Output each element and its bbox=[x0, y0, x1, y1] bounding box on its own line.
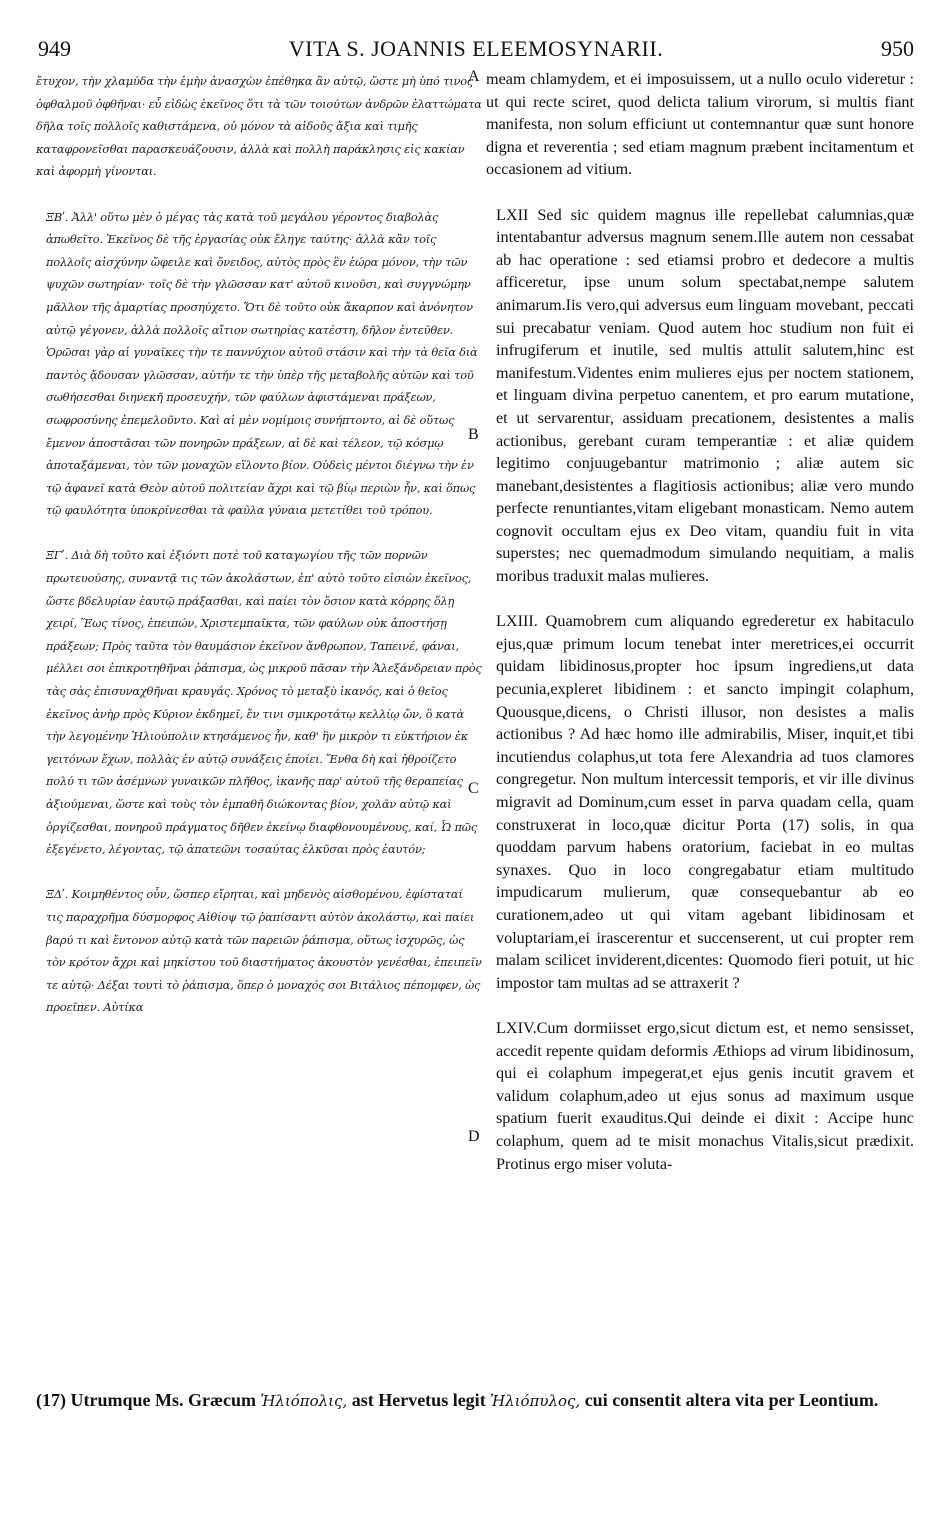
running-header bbox=[38, 36, 914, 62]
footnote-greek-2: Ἡλιόπυλος, bbox=[490, 1392, 581, 1410]
greek-paragraph: ΞΔʹ. Κοιμηθέντος οὖν, ὥσπερ εἴρηται, καὶ μηδενὸς αἰσθομένου, ἐφίσταταί τις παραχρῆμα δύσμορφος Αἰθίοψ τῷ ῥαπίσαντι αὐτὸν ἀκολάστῳ, καὶ παίει βαρύ τι καὶ ἔντονον αὐτῷ κατὰ τῶν παρειῶν ῥάπισμα, οὕτως ἰσχυρῶς, ὡς τὸν κρότον ἄχρι καὶ μηκίστου τοῦ διαστήματος ἀκουστὸν γενέσθαι, ἐπειπεῖν τε αὐτῷ· Δέξαι τουτὶ τὸ ῥάπισμα, ὅπερ ὁ μοναχός σοι Βιτάλιος πέπομφεν, ὡς προεῖπεν. Αὐτίκα bbox=[46, 887, 482, 1015]
footnote-middle: ast Hervetus legit bbox=[351, 1390, 486, 1410]
page-number-left: 949 bbox=[38, 36, 71, 61]
footnote bbox=[36, 1390, 916, 1412]
latin-paragraph: LXIII. Quamobrem cum aliquando egrederetur ex habitaculo ejus,quæ primum locum tenebat inter meretrices,ei occurrit quidam libidinosus,propter hoc ipsum ingrediens,ut data pecunia,expleret libidinem : et sancto impingit colaphum, Quousque,dicens, o Christi illusor, non desistes a malis actionibus ? Ad hæc homo ille admirabilis, Miser, inquit,et tibi incutiendus colaphus,ut tota fere Alexandria ad tuos clamores congregetur. Non multum intercessit temporis, et vir ille divinus migravit ad Dominum,cum esset in parva quadam cella, quam construxerat in loco,quæ dicitur Porta (17) solis, in qua quoddam parvum habens oratorium, faciebat in eo multas synaxes. Quo in loco congregabatur etiam multitudo impudicarum mulierum, quæ consequebantur ab eo curationem,adeo ut qui vitam agebant libidinosam et voluptariam,ei irascerentur et succenserent, ut cui propter rem malam scilicet inviderent,dicentes: Quomodo fieri potuit, ut hic impostor tam multas ad se attraxerit ? bbox=[496, 612, 914, 992]
footnote-suffix: cui consentit altera vita per Leontium. bbox=[584, 1390, 879, 1410]
running-title: VITA S. JOANNIS ELEEMOSYNARII. bbox=[288, 36, 664, 61]
footnote-greek-1: Ἡλιόπολις, bbox=[260, 1392, 348, 1410]
latin-column bbox=[486, 68, 914, 1175]
latin-paragraph: meam chlamydem, et ei imposuissem, ut a nullo oculo videretur : ut qui recte sciret, quod delicta talium virorum, si multis fiant manifesta, non solum efficiunt ut contemnantur quæ sunt honore digna et reverentia ; sed etiam magnum præbent incitamentum et occasionem ad vitium. bbox=[486, 70, 914, 179]
greek-column bbox=[36, 70, 482, 1019]
column-marker-c: C bbox=[468, 780, 479, 797]
latin-paragraph: LXII Sed sic quidem magnus ille repellebat calumnias,quæ intentabantur adversus magnum senem.Ille autem non cessabat ab hac operatione : sed etiamsi probro et dedecore a multis afficeretur, ipse unum solum spectabat,nempe salutem animarum.Iis vero,qui adversus eum linguam movebant, peccati sui precabatur veniam. Quod autem hoc studium non fuit ei infrugiferum et inutile, sed multis attulit salutem,hinc est manifestum.Videntes enim mulieres ejus per noctem stationem, et linguam divina perpetuo canentem, et pro earum mutatione, et ut servarentur, assiduam precationem, desistentes a malis actionibus, gerebant curam temperantiæ : et aliæ quidem legitimo conjuugebantur matrimonio ; aliæ autem sic manebant,desistentes a flagitiosis actionibus; aliæ vero mundo perfecte renuntiantes,vitam eligebant monasticam. Nemo autem cognovit occultam ejus ex Deo vitam, quandiu fuit in vita superstes; nec quemadmodum simulando nequitiam, a malis moribus traduxit malas mulieres. bbox=[496, 205, 914, 586]
page-number-right: 950 bbox=[881, 36, 914, 61]
column-marker-a: A bbox=[468, 68, 480, 85]
latin-paragraph: LXIV.Cum dormiisset ergo,sicut dictum est, et nemo sensisset, accedit repente quidam deformis Æthiops ad virum libidinosum, qui ei colaphum impegerat,et ejus genis incutit gravem et validum colaphum,adeo ut ejus sonus ad maximum usque spatium fuerit exauditus.Qui deinde ei dixit : Accipe hunc colaphum, quem ad te misit monachus Vitalis,sicut prædixit. Protinus ergo miser voluta- bbox=[496, 1018, 914, 1173]
greek-paragraph: ΞΓʹ. Διὰ δὴ τοῦτο καὶ ἐξιόντι ποτὲ τοῦ καταγωγίου τῆς τῶν πορνῶν πρωτευούσης, συναντᾷ τις τῶν ἀκολάστων, ἐπ' αὐτὸ τοῦτο εἰσιὼν ἐκεῖνος, ὥστε βδελυρίαν ἑαυτῷ πράξασθαι, καὶ παίει τὸν ὅσιον κατὰ κόρρης ὅλῃ χειρί, Ἕως τίνος, ἐπειπών, Χριστεμπαῖκτα, τῶν φαύλων οὐκ ἀποστήσῃ πράξεων; Πρὸς ταῦτα τὸν θαυμάσιον ἐκεῖνον ἄνθρωπον, Ταπεινέ, φάναι, μέλλει σοι ἐπικροτηθῆναι ῥάπισμα, ὡς μικροῦ πᾶσαν τὴν Ἀλεξάνδρειαν πρὸς τὰς σὰς ἐπισυναχθῆναι κραυγάς. Χρόνος τὸ μεταξὺ ἱκανός, καὶ ὁ θεῖος ἐκεῖνος ἀνὴρ πρὸς Κύριον ἐκδημεῖ, ἔν τινι σμικροτάτῳ κελλίῳ ὤν, ὃ κατὰ τὴν λεγομένην Ἠλιούπολιν κτησάμενος ἦν, καθ' ἣν μικρὸν τι εὐκτήριον ἐκ γειτόνων ἔχων, πολλὰς ἐν αὐτῷ συνάξεις ἐποίει. Ἔνθα δὴ καὶ ἠθροίζετο πολύ τι τῶν ἀσέμνων γυναικῶν πλῆθος, ἱκανῆς παρ' αὐτοῦ τῆς θεραπείας ἀξιούμεναι, ὥστε καὶ τοὺς τὸν ἐμπαθῆ διώκοντας βίον, χολᾶν αὐτῷ καὶ ὀργίζεσθαι, πονηροῦ πράγματος δῆθεν ἐκείνῳ διαφθονουμένους, καί, Ὦ πῶς ἐξεγένετο, λέγοντας, τῷ ἀπατεῶνι τοσαύτας ἑλκῦσαι πρὸς ἑαυτόν; bbox=[46, 548, 482, 857]
footnote-prefix: (17) Utrumque Ms. Græcum bbox=[36, 1390, 256, 1410]
greek-paragraph: ΞΒʹ. Ἀλλ' οὕτω μὲν ὁ μέγας τὰς κατὰ τοῦ μεγάλου γέροντος διαβολὰς ἀπωθεῖτο. Ἐκεῖνος δὲ τῆς ἐργασίας οὐκ ἔληγε ταύτης· ἀλλὰ κἂν τοῖς πολλοῖς αἰσχύνην ὤφειλε καὶ ὄνειδος, αὐτὸς πρὸς ἓν ἑώρα μόνον, τὴν τῶν ψυχῶν σωτηρίαν· τοῖς δὲ τὴν γλῶσσαν κατ' αὐτοῦ κινοῦσι, καὶ συγγνώμην μᾶλλον τῆς ἁμαρτίας προσηύχετο. Ὅτι δὲ τοῦτο οὐκ ἄκαρπον καὶ ἀνόνητον αὐτῷ γέγονεν, ἀλλὰ πολλοῖς αἴτιον σωτηρίας κατέστη, δῆλον ἐντεῦθεν. Ὁρῶσαι γὰρ αἱ γυναῖκες τὴν τε παννύχιον αὐτοῦ στάσιν καὶ τὴν τὰ θεῖα διὰ παντὸς ᾄδουσαν γλῶσσαν, αὐτήν τε τὴν ὑπὲρ τῆς μεταβολῆς αὐτῶν καὶ τοῦ σωθήσεσθαι διηνεκῆ προσευχήν, τῶν φαύλων ἀφιστάμεναι πράξεων, σωφροσύνης ἐπεμελοῦντο. Καὶ αἱ μὲν νομίμοις συνήπτοντο, αἱ δὲ οὕτως ἔμενον ἀποστᾶσαι τῶν πονηρῶν πράξεων, αἱ δὲ καὶ τέλεον, τῷ κόσμῳ ἀποταξάμεναι, τὸν τῶν μοναχῶν εἵλοντο βίον. Οὐδεὶς μέντοι διέγνω τὴν ἐν τῷ ἀφανεῖ κατὰ Θεὸν αὐτοῦ πολιτείαν ἄχρι καὶ τῷ βίῳ περιὼν ἦν, καὶ ὅπως τῷ φαυλότητα ὑποκρίνεσθαι τὰ φαῦλα γύναια μετετίθει τοῦ τρόπου. bbox=[46, 209, 478, 518]
column-marker-d: D bbox=[468, 1128, 480, 1145]
column-marker-b: B bbox=[468, 426, 479, 443]
greek-paragraph: ἔτυχον, τὴν χλαμύδα τὴν ἐμὴν ἀνασχὼν ἐπέθηκα ἂν αὐτῷ, ὥστε μὴ ὑπό τινος ὀφθαλμοῦ ὀφθῆναι· εὖ εἰδὼς ἐκεῖνος ὅτι τὰ τῶν τοιούτων ἀνδρῶν ἐλαττώματα δῆλα τοῖς πολλοῖς καθιστάμενα, οὐ μόνον τὰ αἰδοῦς ἄξια καὶ τιμῆς καταφρονεῖσθαι παρασκευάζουσιν, ἀλλὰ καὶ πολλὴ παράκλησις εἰς κακίαν καὶ ἀφορμὴ γίνονται. bbox=[36, 74, 482, 179]
